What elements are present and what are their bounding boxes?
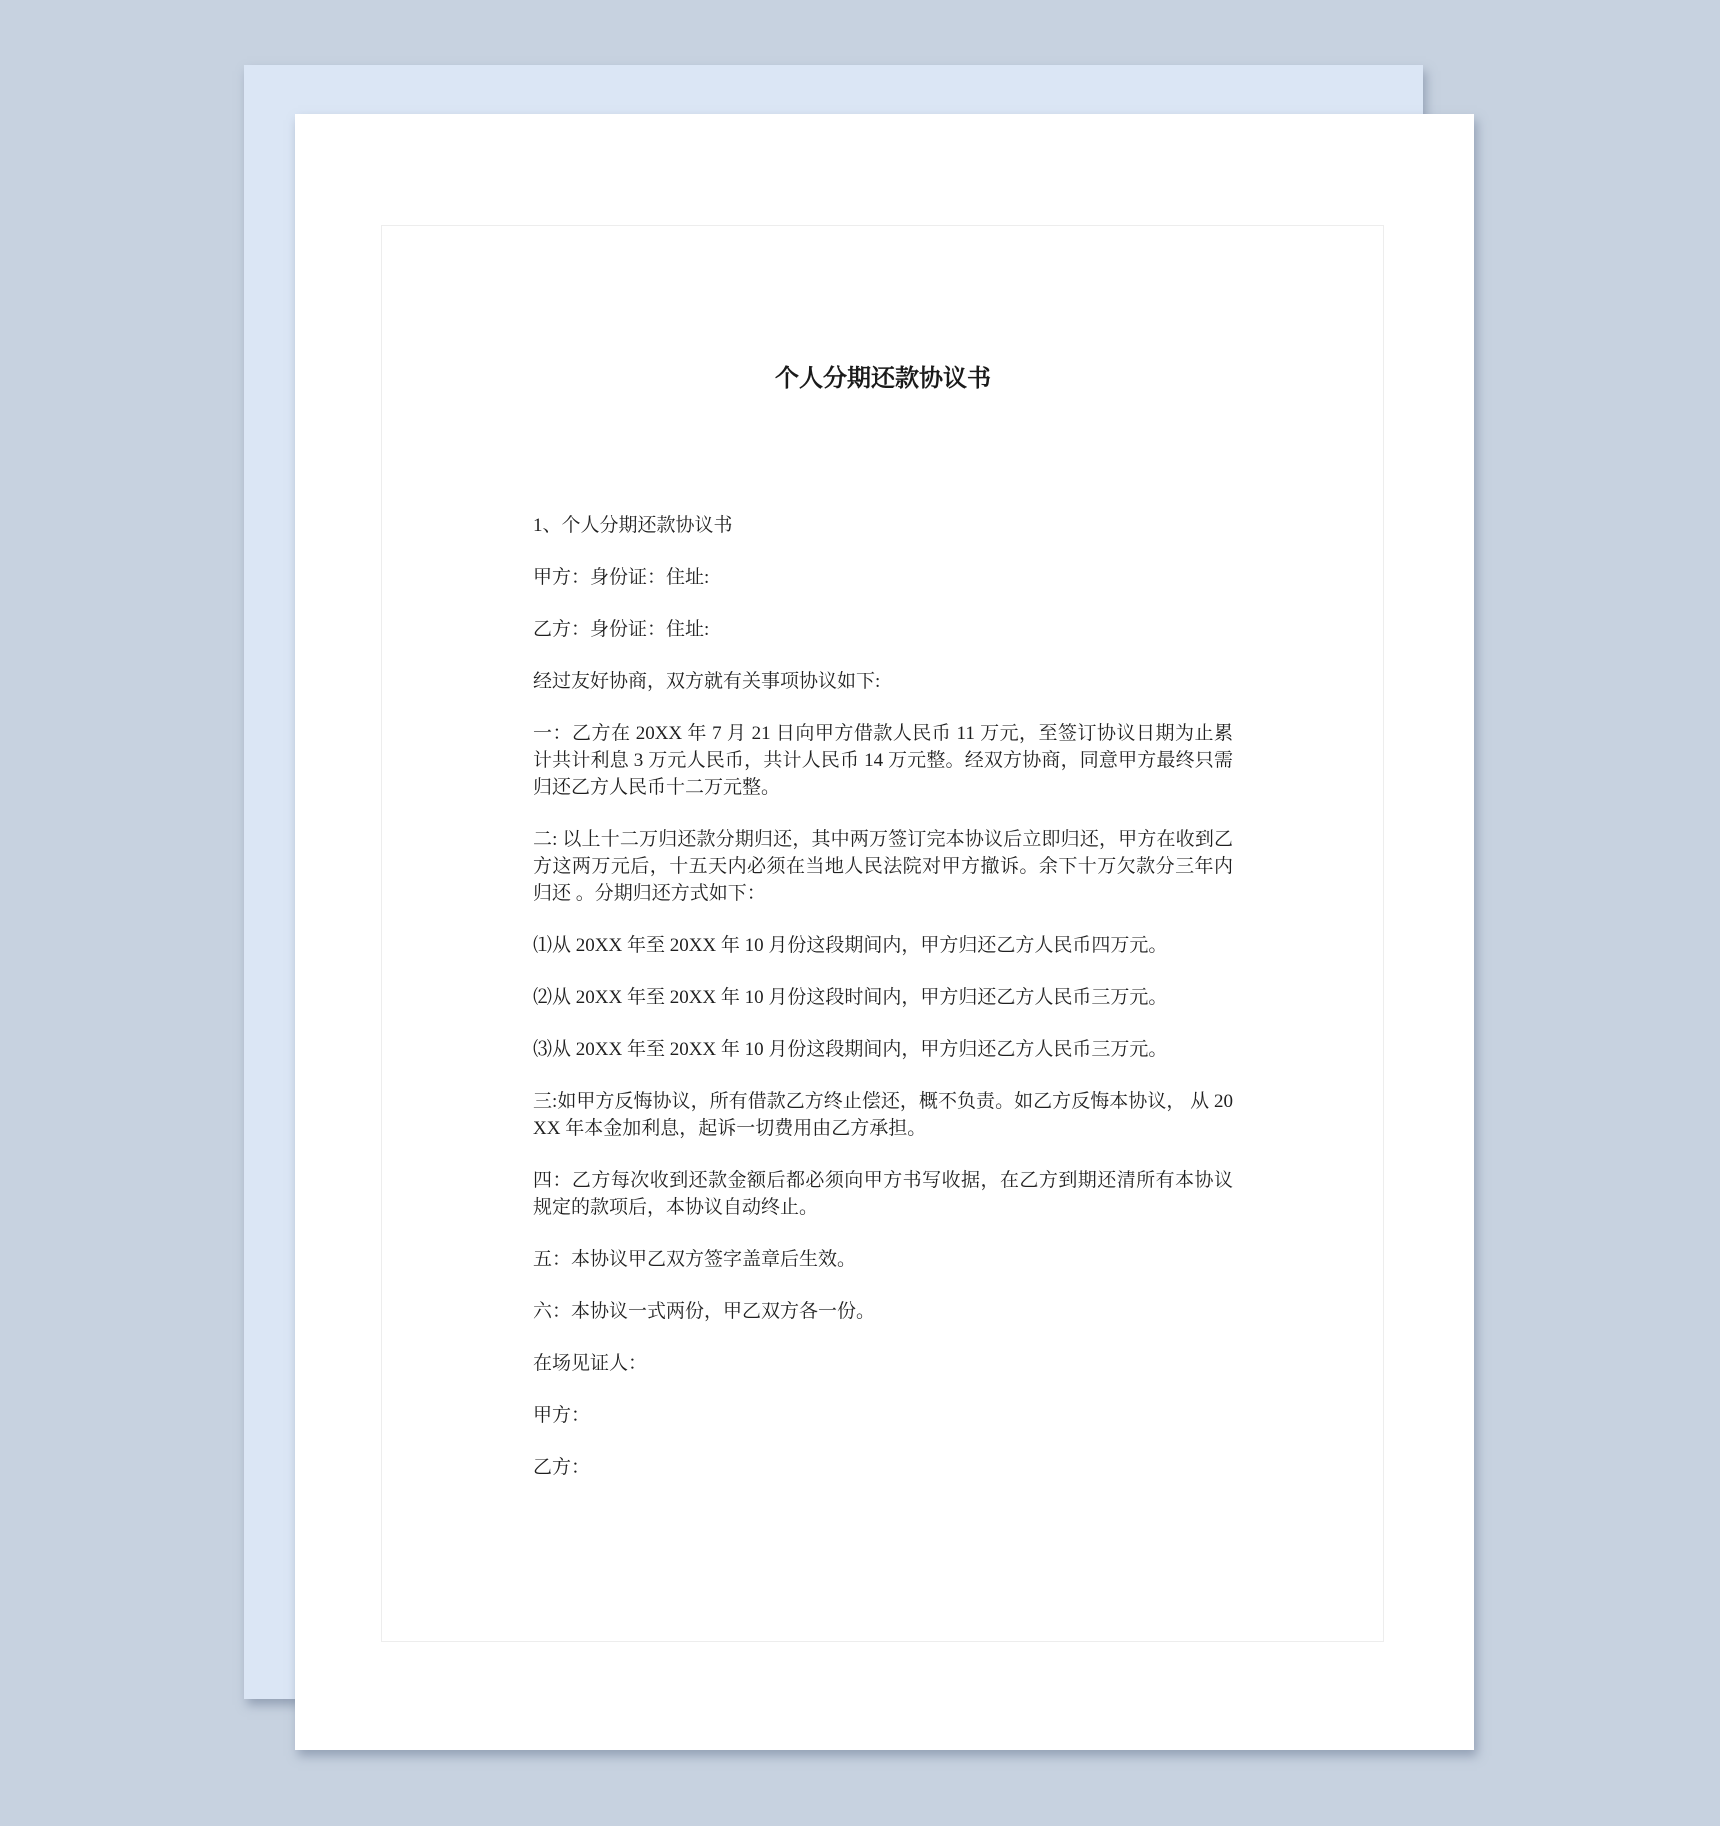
paragraph-party-b-info: 乙方：身份证：住址: <box>533 619 710 640</box>
paragraph-party-a-info: 甲方：身份证：住址: <box>533 567 710 588</box>
paragraph-clause-2: 二: 以上十二万归还款分期归还，其中两万签订完本协议后立即归还，甲方在收到乙方这两万元后，十五天内必须在当地人民法院对甲方撤诉。余下十万欠款分三年内归还 。分期归还方式如下： <box>533 829 1233 904</box>
paragraph-clause-3: 三:如甲方反悔协议，所有借款乙方终止偿还，概不负责。如乙方反悔本协议， 从 20XX 年本金加利息，起诉一切费用由乙方承担。 <box>533 1091 1233 1139</box>
paragraph-clause-5: 五：本协议甲乙双方签字盖章后生效。 <box>533 1249 857 1270</box>
paragraph-clause-1: 一：乙方在 20XX 年 7 月 21 日向甲方借款人民币 11 万元，至签订协议日期为止累计共计利息 3 万元人民币，共计人民币 14 万元整。经双方协商，同意甲方最终只需归还乙方人民币十二万元整。 <box>533 723 1233 798</box>
paragraph-preamble: 经过友好协商，双方就有关事项协议如下: <box>533 671 881 692</box>
paragraph-clause-2-item-2: ⑵从 20XX 年至 20XX 年 10 月份这段时间内，甲方归还乙方人民币三万元。 <box>533 987 1168 1008</box>
paragraph-witness-line: 在场见证人： <box>533 1353 648 1374</box>
document-content <box>533 114 1233 1506</box>
paragraph-clause-6: 六：本协议一式两份，甲乙双方各一份。 <box>533 1301 876 1322</box>
paragraph-clause-4: 四：乙方每次收到还款金额后都必须向甲方书写收据，在乙方到期还清所有本协议规定的款项后，本协议自动终止。 <box>533 1170 1233 1218</box>
paragraph-subtitle: 1、个人分期还款协议书 <box>533 515 733 536</box>
paragraph-clause-2-item-3: ⑶从 20XX 年至 20XX 年 10 月份这段期间内，甲方归还乙方人民币三万元。 <box>533 1039 1168 1060</box>
paragraph-signature-party-b: 乙方： <box>533 1457 591 1478</box>
paragraph-clause-2-item-1: ⑴从 20XX 年至 20XX 年 10 月份这段期间内，甲方归还乙方人民币四万元。 <box>533 935 1168 956</box>
document-title: 个人分期还款协议书 <box>775 366 991 392</box>
paragraph-signature-party-a: 甲方： <box>533 1405 591 1426</box>
document-page <box>295 114 1474 1750</box>
